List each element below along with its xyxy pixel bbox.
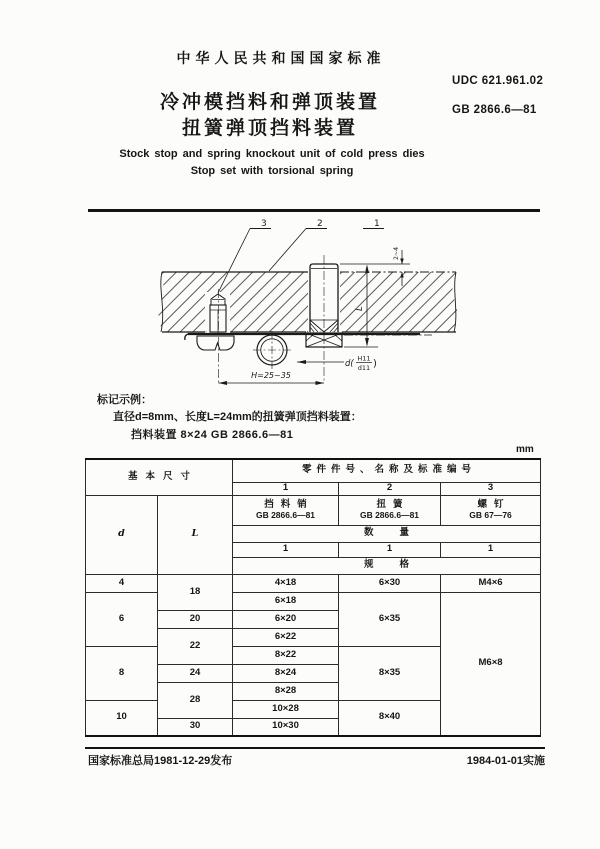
table-row [86,574,541,592]
header-col3: 3 [441,482,541,495]
header-parts-title: 零件件号、名称及标准编号 [233,459,541,482]
part1-name: 挡料销 [264,498,314,510]
cell-pin: 6×22 [233,628,339,646]
cell-L: 22 [158,628,233,664]
page-subtitle-english: Stop set with torsional spring [190,165,354,177]
fit-denominator: d11 [357,364,371,372]
cell-pin: 4×18 [233,574,339,592]
die-plate-section [158,263,458,332]
cell-L: 24 [158,664,233,682]
spec-label: 规格 [233,557,541,574]
cell-pin: 8×24 [233,664,339,682]
assembly-section-drawing [140,213,470,395]
fit-d-text: d( [345,359,354,369]
header-d: d [86,495,158,574]
cell-spring: 8×40 [339,700,441,736]
cell-L: 18 [158,574,233,610]
footer-issued: 国家标准总局1981-12-29发布 [88,755,233,767]
cell-spring: 6×30 [339,574,441,592]
cell-screw: M6×8 [441,592,541,736]
callout-2-leader [269,229,306,272]
cell-L: 28 [158,682,233,718]
cell-pin: 10×28 [233,700,339,718]
part2-name: 扭簧 [376,498,410,510]
callout-3: 3 [261,219,267,229]
dimension-H [219,371,325,385]
specification-table [85,458,541,737]
quantity-label: 数量 [233,525,541,542]
dimension-fit [297,355,377,373]
header-col2: 2 [339,482,441,495]
dimension-L-text: L [355,306,365,311]
table-unit-label: mm [516,444,534,455]
cell-pin: 10×30 [233,718,339,736]
page-title: 冷冲模挡料和弹顶装置 [159,92,380,113]
part3-header [441,495,541,525]
cell-d: 4 [86,574,158,592]
marking-example-label: 标记示例： [97,394,152,406]
cell-d: 6 [86,592,158,646]
fit-numerator: H11 [357,354,371,363]
page-subtitle: 扭簧弹顶挡料装置 [181,118,358,139]
page-title-english: Stock stop and spring knockout unit of cold press dies [119,148,425,160]
part2-header [339,495,441,525]
part1-header [233,495,339,525]
footer-implemented: 1984-01-01实施 [466,755,545,767]
cell-L: 20 [158,610,233,628]
header-basic-size: 基本尺寸 [86,459,233,495]
marking-example-line1: 直径d=8mm、长度L=24mm的扭簧弹顶挡料装置： [113,411,362,423]
national-standard-header: 中华人民共和国国家标准 [176,50,386,66]
part2-qty: 1 [339,542,441,557]
cell-d: 8 [86,646,158,700]
cell-pin: 6×18 [233,592,339,610]
cell-pin: 6×20 [233,610,339,628]
cell-spring: 6×35 [339,592,441,646]
fit-close-paren: ) [373,358,377,370]
part2-standard: GB 2866.6—81 [359,509,420,520]
marking-example-line2: 挡料装置 8×24 GB 2866.6—81 [131,429,294,441]
cell-L: 30 [158,718,233,736]
screw-slotted-head [197,336,234,350]
table-row [86,592,541,610]
part3-standard: GB 67—76 [469,509,512,520]
header-L: L [158,495,233,574]
cell-pin: 8×22 [233,646,339,664]
cell-d: 10 [86,700,158,736]
callout-1: 1 [374,219,380,229]
header-col1: 1 [233,482,339,495]
standard-number: GB 2866.6—81 [452,104,537,116]
cell-screw: M4×6 [441,574,541,592]
part1-standard: GB 2866.6—81 [255,509,316,520]
part3-name: 螺钉 [477,498,511,510]
part3-qty: 1 [441,542,541,557]
part1-qty: 1 [233,542,339,557]
callout-2: 2 [317,219,323,229]
dimension-protrusion-text: 2~4 [393,246,400,260]
cell-spring: 8×35 [339,646,441,700]
udc-number: UDC 621.961.02 [452,75,544,87]
footer-rule [85,747,545,749]
dimension-H-text: H=25~35 [251,371,291,380]
cell-pin: 8×28 [233,682,339,700]
header-separator-rule [88,209,540,212]
